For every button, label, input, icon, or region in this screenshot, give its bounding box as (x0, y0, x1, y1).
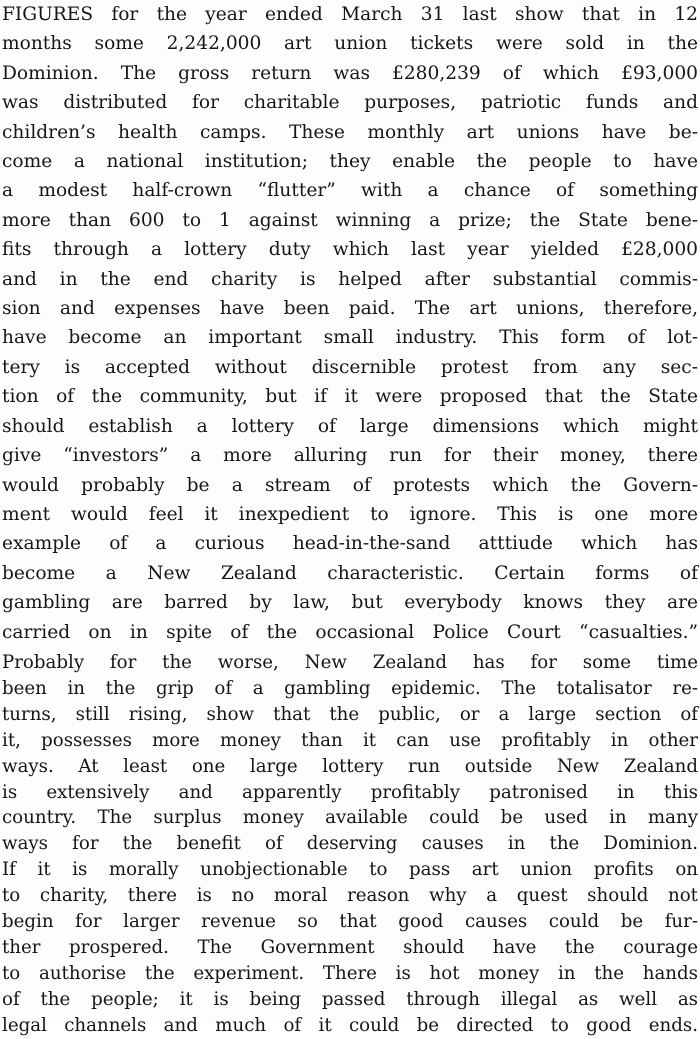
text-line: example of a curious head-in-the-sand atttiude which has (2, 533, 698, 555)
text-line: months some 2,242,000 art union tickets were sold in the (2, 33, 698, 55)
text-line: should establish a lottery of large dimensions which might (2, 415, 698, 437)
text-line: Dominion. The gross return was £280,239 of which £93,000 (2, 62, 698, 84)
text-line: was distributed for charitable purposes, patriotic funds and (2, 92, 698, 114)
text-line: tion of the community, but if it were proposed that the State (2, 386, 698, 408)
text-line: tery is accepted without discernible protest from any sec- (2, 356, 698, 378)
text-line: children’s health camps. These monthly art unions have be- (2, 121, 698, 143)
text-line: is extensively and apparently profitably patronised in this (2, 781, 698, 803)
text-line: would probably be a stream of protests which the Govern- (2, 474, 698, 496)
text-line: sion and expenses have been paid. The art unions, therefore, (2, 298, 698, 320)
article-lower-block (2, 650, 698, 1039)
text-line: ways. At least one large lottery run outside New Zealand (2, 755, 698, 777)
text-line: of the people; it is being passed through illegal as well as (2, 988, 698, 1010)
text-line: have become an important small industry. This form of lot- (2, 327, 698, 349)
text-line: legal channels and much of it could be directed to good ends. (2, 1014, 698, 1036)
text-line: carried on in spite of the occasional Police Court “casualties.” (2, 621, 698, 643)
text-line: to authorise the experiment. There is hot money in the hands (2, 962, 698, 984)
text-line: ment would feel it inexpedient to ignore. This is one more (2, 503, 698, 525)
text-line: If it is morally unobjectionable to pass art union profits on (2, 859, 698, 881)
text-line: to charity, there is no moral reason why a quest should not (2, 885, 698, 907)
text-line: gambling are barred by law, but everybody knows they are (2, 592, 698, 614)
text-line: ways for the benefit of deserving causes in the Dominion. (2, 833, 698, 855)
text-line: it, possesses more money than it can use profitably in other (2, 729, 698, 751)
text-line: begin for larger revenue so that good causes could be fur- (2, 911, 698, 933)
text-line: become a New Zealand characteristic. Certain forms of (2, 562, 698, 584)
text-line: more than 600 to 1 against winning a prize; the State bene- (2, 209, 698, 231)
text-line: come a national institution; they enable the people to have (2, 151, 698, 173)
text-line: and in the end charity is helped after substantial commis- (2, 268, 698, 290)
text-line: give “investors” a more alluring run for their money, there (2, 445, 698, 467)
text-line: ther prospered. The Government should have the courage (2, 936, 698, 958)
text-line: a modest half-crown “flutter” with a chance of something (2, 180, 698, 202)
text-line: turns, still rising, show that the public, or a large section of (2, 703, 698, 725)
text-line: Probably for the worse, New Zealand has for some time (2, 652, 698, 673)
text-line: fits through a lottery duty which last year yielded £28,000 (2, 239, 698, 261)
text-line: country. The surplus money available could be used in many (2, 807, 698, 829)
text-line: been in the grip of a gambling epidemic. The totalisator re- (2, 677, 698, 699)
text-line: FIGURES for the year ended March 31 last show that in 12 (2, 4, 698, 25)
article-upper-block (2, 0, 698, 647)
